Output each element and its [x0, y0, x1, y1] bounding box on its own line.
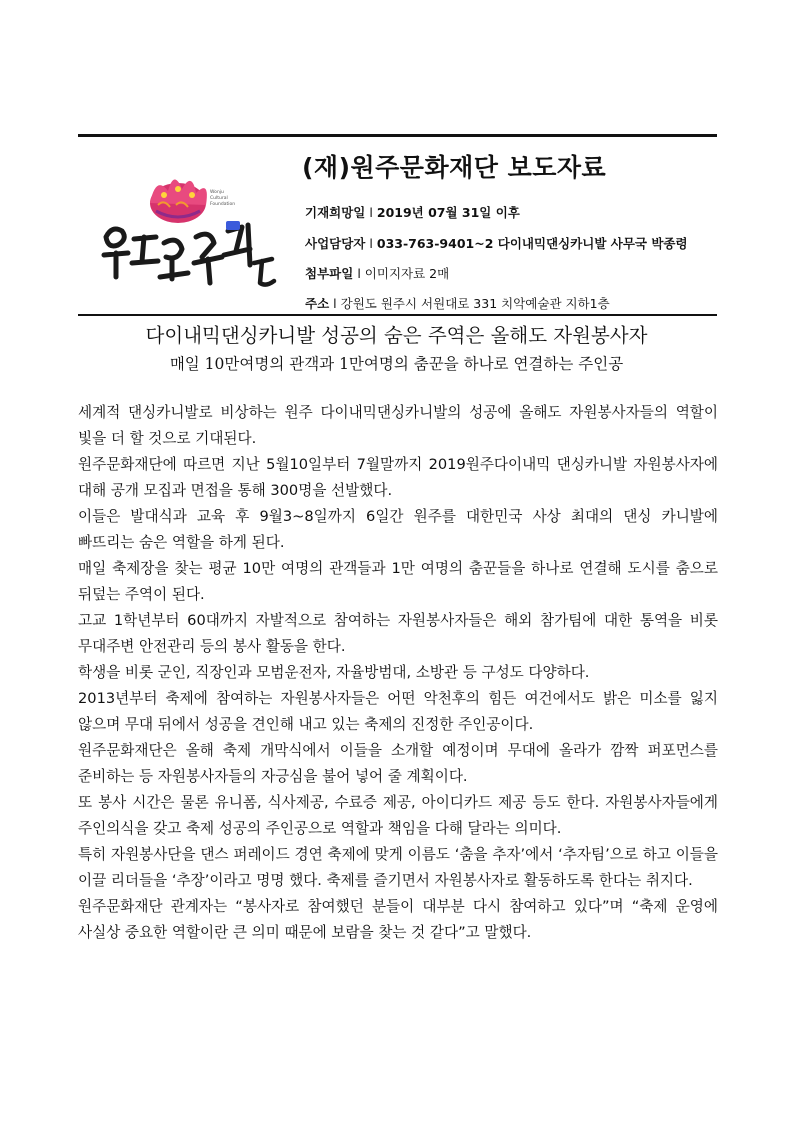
svg-text:Wonju: Wonju: [210, 190, 224, 195]
body-paragraph: 세계적 댄싱카니발로 비상하는 원주 다이내믹댄싱카니발의 성공에 올해도 자원봉사자들의 역할이 빛을 더 할 것으로 기대된다.: [78, 404, 718, 447]
meta-key: 사업담당자: [305, 236, 366, 251]
body-paragraph: 원주문화재단 관계자는 “봉사자로 참여했던 분들이 대부분 다시 참여하고 있다”며 “축제 운영에 사실상 중요한 역할이란 큰 의미 때문에 보람을 찾는 것 같다”고 말했다.: [78, 898, 718, 941]
meta-separator: l: [369, 236, 373, 251]
article-body: [78, 400, 718, 946]
logo-emblem-icon: [150, 179, 207, 223]
meta-key: 기재희망일: [305, 205, 366, 220]
meta-row-contact: [305, 234, 688, 252]
press-release-title: (재)원주문화재단 보도자료: [302, 153, 607, 182]
body-paragraph: 매일 축제장을 찾는 평균 10만 여명의 관객들과 1만 여명의 춤꾼들을 하나로 연결해 도시를 춤으로 뒤덮는 주역이 된다.: [78, 560, 718, 603]
body-paragraph: 고교 1학년부터 60대까지 자발적으로 참여하는 자원봉사자들은 해외 참가팀에 대한 통역을 비롯 무대주변 안전관리 등의 봉사 활동을 한다.: [78, 612, 718, 655]
meta-separator: l: [333, 296, 337, 311]
body-paragraph: 원주문화재단에 따르면 지난 5월10일부터 7월말까지 2019원주다이내믹 댄싱카니발 자원봉사자에 대해 공개 모집과 면접을 통해 300명을 선발했다.: [78, 456, 718, 499]
meta-row-date: [305, 203, 520, 221]
meta-value: 2019년 07월 31일 이후: [376, 205, 520, 220]
meta-row-address: [305, 294, 610, 312]
svg-text:Cultural: Cultural: [210, 196, 228, 201]
body-paragraph: 이들은 발대식과 교육 후 9월3~8일까지 6일간 원주를 대한민국 사상 최대의 댄싱 카니발에 빠뜨리는 숨은 역할을 하게 된다.: [78, 508, 718, 551]
body-paragraph: 2013년부터 축제에 참여하는 자원봉사자들은 어떤 악천후의 힘든 여건에서도 밝은 미소를 잃지 않으며 무대 뒤에서 성공을 견인해 내고 있는 축제의 진정한 주인공이다.: [78, 690, 718, 733]
meta-value: 강원도 원주시 서원대로 331 치악예술관 지하1층: [340, 296, 610, 311]
svg-text:Foundation: Foundation: [210, 202, 236, 207]
meta-key: 주소: [305, 296, 330, 311]
body-paragraph: 또 봉사 시간은 물론 유니폼, 식사제공, 수료증 제공, 아이디카드 제공 등도 한다. 자원봉사자들에게 주인의식을 갖고 축제 성공의 주인공으로 역할과 책임을 다해 달라는 의미다.: [78, 794, 718, 837]
meta-row-attachments: [305, 264, 449, 282]
logo-calligraphy: [104, 225, 274, 285]
body-paragraph: 특히 자원봉사단을 댄스 퍼레이드 경연 축제에 맞게 이름도 ‘춤을 추자’에서 ‘추자팀’으로 하고 이들을 이끌 리더들을 ‘추장’이라고 명명 했다. 축제를 즐기면서 자원봉사자로 활동하도록 한다는 취지다.: [78, 846, 718, 889]
meta-key: 첨부파일: [305, 266, 354, 281]
article-headline: 다이내믹댄싱카니발 성공의 숨은 주역은 올해도 자원봉사자: [145, 324, 648, 347]
article-subheadline: 매일 10만여명의 관객과 1만여명의 춤꾼을 하나로 연결하는 주인공: [169, 355, 624, 373]
meta-value: 이미지자료 2매: [364, 266, 450, 281]
meta-separator: l: [357, 266, 361, 281]
meta-separator: l: [369, 205, 373, 220]
body-paragraph: 원주문화재단은 올해 축제 개막식에서 이들을 소개할 예정이며 무대에 올라가 깜짝 퍼포먼스를 준비하는 등 자원봉사자들의 자긍심을 불어 넣어 줄 계획이다.: [78, 742, 718, 785]
header-bottom-rule: [78, 314, 717, 316]
body-paragraph: 학생을 비롯 군인, 직장인과 모범운전자, 자율방범대, 소방관 등 구성도 다양하다.: [78, 664, 590, 681]
foundation-logo: [98, 165, 278, 295]
top-rule: [78, 134, 717, 137]
meta-value: 033-763-9401~2 다이내믹댄싱카니발 사무국 박종령: [376, 236, 688, 251]
